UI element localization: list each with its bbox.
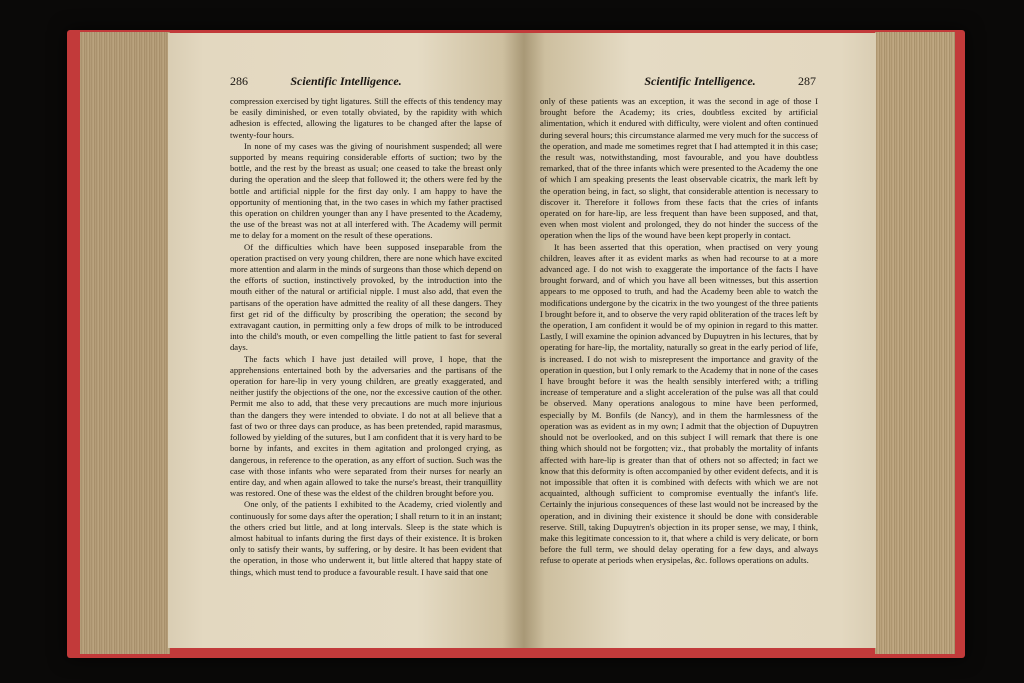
right-page-body (540, 96, 818, 567)
page-number: 286 (230, 74, 248, 88)
running-title: Scientific Intelligence. (290, 74, 402, 88)
paragraph: compression exercised by tight ligatures. Still the effects of this tendency may be easily diminished, or even totally obviated, by the rapidity with which adhesion is effected, allowing the ligatures to be changed after the lapse of twenty-four hours. (230, 96, 502, 140)
paragraph: The facts which I have just detailed will prove, I hope, that the apprehensions entertained both by the adversaries and the partisans of the operation for hare-lip in very young children, are greatly exaggerated, and neither justify the objections of the one, nor the excessive caution of the other. Permit me also to add, that these very precautions are much more injurious than the dangers they were intended to obviate. I do not at all believe that a fast of two or three days can produce, as has been pretended, rapid marasmus, followed by yielding of the sutures, but I am confident that it is very hard to be borne by infants, and excites in them agitation and prolonged crying, as dangerous, in reference to the operation, as any effort of suction. Such was the case with those infants who were separated from their nurses for nearly an entire day, and when again allowed to take the nurse's breast, their tranquillity was restored. One of these was the eldest of the children brought before you. (230, 353, 502, 499)
page-edges-left (80, 32, 170, 654)
page-number: 287 (798, 74, 816, 88)
left-page (168, 33, 524, 648)
paragraph: It has been asserted that this operation, when practised on very young children, leaves after it as evident marks as when had recourse to at a more advanced age. I do not wish to exaggerate the importance of the facts I have brought forward, and of which you have all been witnesses, but this assertion appears to me opposed to truth, and had the Academy been able to watch the modifications undergone by the cicatrix in the two youngest of the three patients I brought before it, and to observe the very rapid obliteration of the traces left by the operation, I am confident it would be of my opinion in regard to this matter. Lastly, I will examine the opinion advanced by Dupuytren in his lectures, that by operating for hare-lip, the mortality, naturally so great in the early period of life, is increased. I do not wish to misrepresent the importance and gravity of the operation in question, but I only remark to the Academy that in none of the cases I have brought before it was the health sensibly interfered with; a trifling increase of temperature and a slight acceleration of the pulse was all that could be observed. Many operations analogous to mine have been performed, especially by M. Bonfils (de Nancy), and in them the harmlessness of the operation was as evident as in my own; I admit that the objection of Dupuytren should not be overlooked, and on this subject I will remark that there is one thing which should not be forgotten; viz., that probably the mortality of infants affected with hare-lip is greater than that of others not so affected; in fact we know that this deformity is often accompanied by other evident defects, and it is not impossible that often it is combined with defects with which we are not acquainted, although sufficient to compromise eventually the infant's life. Certainly the injurious consequences of these last would not be increased by the operation, and in divining their existence it should be done with considerable reserve. Still, taking Dupuytren's objection in its proper sense, we may, I think, make this legitimate concession to it, that where a child is very delicate, or born before the full term, we should delay operating for a few days, and always refuse to operate at periods when erysipelas, &c. follows operations on adults. (540, 241, 818, 566)
right-page-header (524, 74, 876, 90)
left-page-header (168, 74, 524, 90)
left-page-body (230, 96, 502, 578)
right-page (524, 33, 876, 648)
paragraph: Of the difficulties which have been supposed inseparable from the operation practised on very young children, there are none which have excited more attention and alarm in the minds of surgeons than those which depend on the efforts of suction, instinctively provoked, by the introduction into the mouth either of the natural or artificial nipple. I must also add, that even the partisans of the operation have admitted the reality of all these dangers. They first get rid of the difficulty by proscribing the operation; the second by extravagant caution, in permitting only a few drops of milk to be introduced into the child's mouth, or even compelling the little patient to fast for several days. (230, 241, 502, 353)
paragraph: In none of my cases was the giving of nourishment suspended; all were supported by means requiring considerable efforts of suction; two by the bottle, and the rest by the breast as usual; one ceased to take the breast only during the operation and the sleep that followed it; the others were fed by the bottle and artificial nipple for the first day only. I am happy to have the opportunity of mentioning that, in the two cases in which my father practised this operation on children younger than any I have presented to the Academy, the use of the breast was not at all interfered with. The Academy will permit me to delay for a moment on the result of these operations. (230, 140, 502, 241)
paragraph: One only, of the patients I exhibited to the Academy, cried violently and continuously for some days after the operation; I shall return to it in an instant; the others cried but little, and at long intervals. Sleep is the state which is almost habitual to infants during the first days of their existence. It is broken only to satisfy their wants, by suffering, or by desire. It has been evident that the operation, in those who underwent it, but little altered that happy state of things, which must tend to produce a favourable result. I have said that one (230, 499, 502, 577)
paragraph: only of these patients was an exception, it was the second in age of those I brought before the Academy; its cries, doubtless excited by artificial alimentation, which it endured with difficulty, were violent and often continued during several hours; this circumstance alarmed me very much for the success of the operation, and made me sometimes regret that I had attempted it in this case; the result was, notwithstanding, most favourable, and you have doubtless remarked, that of the three infants which were presented to the Academy the one of which I am speaking presents the least observable cicatrix, the mark left by the operation being, in fact, so slight, that considerable attention is necessary to discover it. Therefore it follows from these facts that the cries of infants operated on for hare-lip, are less frequent than have been supposed, and that, even when most violent and prolonged, they do not hinder the success of the operation when the lips of the wound have been kept properly in contact. (540, 96, 818, 241)
page-edges-right (875, 32, 955, 654)
running-title: Scientific Intelligence. (644, 74, 756, 88)
